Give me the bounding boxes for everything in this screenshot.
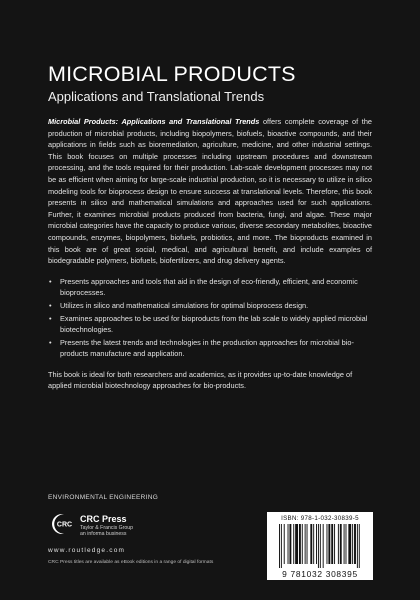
barcode-stripe (320, 524, 321, 568)
barcode-stripe (302, 524, 303, 564)
barcode-stripe (323, 524, 324, 568)
barcode-stripe (307, 524, 308, 564)
intro-text: offers complete coverage of the production of microbial products, including biopolymers, biofuels, bioactive compounds, and their applications in fields such as bioremediation, agriculture, medicine, and other industrial settings. This book focuses on multiple processes including upstream procedures and downstream processing, and the tools required for their production. Lab-scale development processes may not be as efficient when aiming for large-scale industrial production, so it is necessary to utilize in silico modeling tools for bioprocess design to ensure success at translational levels. Therefore, this book presents in silico and mathematical simulations and approaches used for such applications. Further, it examines microbial products produced from bacteria, fungi, and algae. These major microbial categories have the capacity to produce various, diverse secondary metabolites, bioactive compounds, enzymes, biopolymers, biofuels, probiotics, and more. The bioproducts examined in this book are of great social, medical, and agricultural benefit, and include examples of biodegradable polymers, biofuels, biofertilizers, and drug delivery agents. (48, 117, 373, 266)
barcode-bars (277, 524, 363, 568)
feature-item (48, 276, 372, 299)
barcode-stripe (348, 524, 351, 564)
barcode-stripe (279, 524, 280, 568)
barcode-stripe (359, 524, 360, 568)
crc-press-logo-icon (48, 512, 78, 536)
barcode-number (267, 569, 373, 579)
barcode-stripe (295, 524, 298, 564)
barcode-stripe (281, 524, 282, 568)
publisher-group-line: Taylor & Francis Group (80, 525, 134, 531)
book-subtitle: Applications and Translational Trends (48, 89, 265, 104)
bullet-icon: • (49, 313, 52, 323)
feature-text: Presents the latest trends and technologies in the production approaches for microbial bio-products manufacture and application. (60, 337, 354, 359)
barcode-stripe (293, 524, 294, 564)
barcode-stripe (288, 524, 289, 564)
isbn-barcode (267, 512, 373, 580)
intro-paragraph (48, 116, 372, 267)
bullet-icon: • (49, 337, 52, 347)
barcode-stripe (340, 524, 342, 564)
barcode-stripe (344, 524, 345, 564)
barcode-stripe (310, 524, 312, 564)
description-block (48, 116, 372, 392)
barcode-digits: 781032 308395 (290, 569, 358, 579)
publisher-group (80, 525, 133, 538)
barcode-stripe (299, 524, 301, 564)
barcode-first-digit: 9 (282, 569, 288, 579)
intro-lead-title: Microbial Products: Applications and Translational Trends (48, 117, 260, 126)
barcode-stripe (338, 524, 339, 564)
publisher-url: www.routledge.com (48, 547, 126, 554)
barcode-stripe (289, 524, 291, 564)
bullet-icon: • (49, 300, 52, 310)
barcode-stripe (352, 524, 353, 564)
ebook-note: CRC Press titles are available as eBook editions in a range of digital formats (48, 560, 214, 565)
isbn-label: ISBN: 978-1-032-30839-5 (281, 515, 359, 522)
barcode-stripe (346, 524, 347, 564)
barcode-stripe (313, 524, 314, 564)
bullet-icon: • (49, 276, 52, 286)
book-title: MICROBIAL PRODUCTS (48, 62, 296, 86)
barcode-stripe (305, 524, 306, 564)
feature-item (48, 337, 372, 360)
feature-item (48, 313, 372, 336)
logo-text: CRC (56, 521, 73, 529)
feature-item (48, 300, 372, 312)
barcode-stripe (284, 524, 285, 564)
barcode-stripe (354, 524, 356, 564)
feature-text: Utilizes in silico and mathematical simulations for optimal bioprocess design. (60, 300, 309, 310)
barcode-stripe (316, 524, 317, 564)
barcode-stripe (357, 524, 358, 568)
publisher-group-line: an informa business (80, 531, 127, 538)
barcode-stripe (328, 524, 330, 564)
subject-category: ENVIRONMENTAL ENGINEERING (48, 494, 159, 501)
feature-text: Examines approaches to be used for bioproducts from the lab scale to widely applied microbial biotechnologies. (60, 313, 368, 335)
feature-text: Presents approaches and tools that aid in the design of eco-friendly, efficient, and economic bioprocesses. (60, 276, 358, 298)
barcode-stripe (318, 524, 319, 568)
publisher-name: CRC Press (80, 514, 127, 524)
barcode-stripe (327, 524, 328, 564)
feature-list (48, 276, 372, 360)
barcode-stripe (331, 524, 333, 564)
closing-paragraph: This book is ideal for both researchers and academics, as it provides up-to-date knowledge of applied microbial biotechnology approaches for bio-products. (48, 369, 353, 391)
barcode-stripe (334, 524, 335, 564)
